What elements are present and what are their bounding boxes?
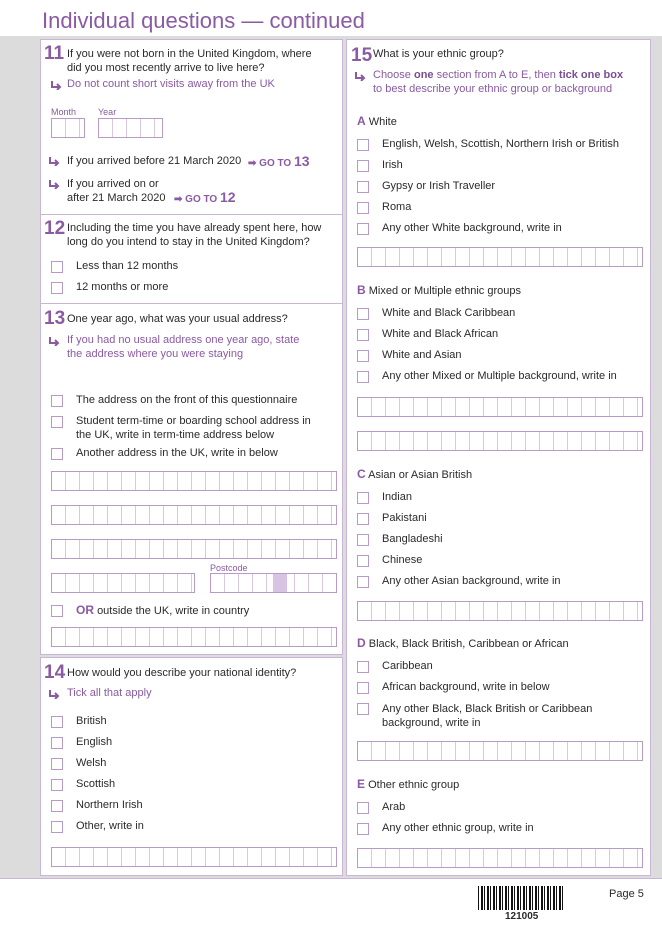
q14-number: 14 xyxy=(44,662,66,683)
option-label: Another address in the UK, write in below xyxy=(76,447,278,459)
option-label: Caribbean xyxy=(382,660,433,672)
month-label: Month xyxy=(51,107,77,117)
option-label: Other, write in xyxy=(76,820,144,832)
option-label: Northern Irish xyxy=(76,799,143,811)
q12-panel xyxy=(40,214,343,304)
option-label: 12 months or more xyxy=(76,281,169,293)
checkbox[interactable] xyxy=(51,737,63,749)
option-label: Pakistani xyxy=(382,512,427,524)
section-d-heading: D Black, Black British, Caribbean or African xyxy=(357,636,569,650)
q12-question: Including the time you have already spent here, how long do you intend to stay in the United Kingdom? xyxy=(67,222,322,248)
option-label: White and Asian xyxy=(382,349,462,361)
instruction-arrow-icon xyxy=(49,335,61,346)
option-label: OR outside the UK, write in country xyxy=(76,603,250,617)
checkbox[interactable] xyxy=(357,350,369,362)
barcode xyxy=(478,886,564,910)
checkbox[interactable] xyxy=(357,802,369,814)
checkbox[interactable] xyxy=(357,139,369,151)
option-label: Bangladeshi xyxy=(382,533,443,545)
section-c-heading: C Asian or Asian British xyxy=(357,467,473,481)
option-label: Welsh xyxy=(76,757,107,769)
checkbox[interactable] xyxy=(51,395,63,407)
route1-text: If you arrived before 21 March 2020 xyxy=(67,155,242,167)
asian-background-input[interactable] xyxy=(357,601,643,621)
checkbox[interactable] xyxy=(357,555,369,567)
checkbox[interactable] xyxy=(357,308,369,320)
option-label: Student term-time or boarding school address in the UK, write in term-time address below xyxy=(76,415,311,441)
checkbox[interactable] xyxy=(357,223,369,235)
checkbox[interactable] xyxy=(357,181,369,193)
checkbox[interactable] xyxy=(51,758,63,770)
route2-text: If you arrived on or after 21 March 2020 xyxy=(67,178,166,204)
postcode-gap-cell xyxy=(273,574,287,592)
month-input[interactable] xyxy=(51,118,85,138)
q11-panel xyxy=(40,39,343,216)
black-background-input[interactable] xyxy=(357,741,643,761)
q13-instruction: If you had no usual address one year ago, state the address where you were staying xyxy=(67,334,300,360)
page-title: Individual questions — continued xyxy=(42,8,365,33)
other-ethnic-input[interactable] xyxy=(357,848,643,868)
checkbox[interactable] xyxy=(357,513,369,525)
route1-goto: ➡ GO TO 13 xyxy=(248,153,310,169)
checkbox[interactable] xyxy=(357,534,369,546)
address-line-input[interactable] xyxy=(51,471,337,491)
option-label: English, Welsh, Scottish, Northern Irish or British xyxy=(382,138,619,150)
q15-question: What is your ethnic group? xyxy=(373,48,504,60)
q11-question: If you were not born in the United Kingdom, where did you most recently arrive to live here? xyxy=(67,48,312,74)
option-label: African background, write in below xyxy=(382,681,550,693)
option-label: Any other ethnic group, write in xyxy=(382,822,534,834)
section-b-heading: B Mixed or Multiple ethnic groups xyxy=(357,283,521,297)
option-label: White and Black African xyxy=(382,328,499,340)
checkbox[interactable] xyxy=(357,160,369,172)
option-label: Any other White background, write in xyxy=(382,222,562,234)
option-label: The address on the front of this questionnaire xyxy=(76,394,298,406)
checkbox[interactable] xyxy=(51,282,63,294)
option-label: Arab xyxy=(382,801,406,813)
option-label: Chinese xyxy=(382,554,423,566)
checkbox[interactable] xyxy=(357,492,369,504)
q15-panel xyxy=(346,39,651,876)
option-label: Gypsy or Irish Traveller xyxy=(382,180,496,192)
option-label: Any other Asian background, write in xyxy=(382,575,561,587)
option-label: Irish xyxy=(382,159,403,171)
instruction-arrow-icon xyxy=(51,79,63,90)
option-label: Indian xyxy=(382,491,412,503)
checkbox[interactable] xyxy=(51,605,63,617)
q11-number: 11 xyxy=(44,43,65,64)
section-a-heading: A White xyxy=(357,114,397,128)
footer-divider xyxy=(0,878,662,879)
mixed-background-input[interactable] xyxy=(357,431,643,451)
checkbox[interactable] xyxy=(357,682,369,694)
route-arrow-icon xyxy=(49,178,61,189)
q14-question: How would you describe your national identity? xyxy=(67,667,297,679)
option-label: English xyxy=(76,736,113,748)
address-line-input[interactable] xyxy=(51,573,195,593)
option-label: Scottish xyxy=(76,778,116,790)
instruction-arrow-icon xyxy=(49,688,61,699)
q15-instruction: Choose one section from A to E, then tick one box to best describe your ethnic group or background xyxy=(373,69,624,95)
country-input[interactable] xyxy=(51,627,337,647)
checkbox[interactable] xyxy=(51,779,63,791)
instruction-arrow-icon xyxy=(355,70,367,81)
postcode-label: Postcode xyxy=(210,563,248,573)
q15-number: 15 xyxy=(351,45,373,66)
address-line-input[interactable] xyxy=(51,505,337,525)
checkbox[interactable] xyxy=(51,716,63,728)
checkbox[interactable] xyxy=(51,821,63,833)
page-number: Page 5 xyxy=(609,888,644,900)
checkbox[interactable] xyxy=(357,703,369,715)
q14-panel xyxy=(40,657,343,876)
section-e-heading: E Other ethnic group xyxy=(357,777,460,791)
year-input[interactable] xyxy=(98,118,163,138)
checkbox[interactable] xyxy=(357,329,369,341)
white-background-input[interactable] xyxy=(357,247,643,267)
checkbox[interactable] xyxy=(51,261,63,273)
option-label: White and Black Caribbean xyxy=(382,307,516,319)
checkbox[interactable] xyxy=(357,576,369,588)
option-label: Any other Black, Black British or Caribbean background, write in xyxy=(382,703,593,729)
q13-panel xyxy=(40,303,343,655)
route2-goto: ➡ GO TO 12 xyxy=(174,189,236,205)
checkbox[interactable] xyxy=(357,823,369,835)
q13-number: 13 xyxy=(44,308,66,329)
checkbox[interactable] xyxy=(357,202,369,214)
option-label: British xyxy=(76,715,107,727)
checkbox[interactable] xyxy=(357,371,369,383)
checkbox[interactable] xyxy=(51,416,63,428)
q14-instruction: Tick all that apply xyxy=(67,687,152,699)
option-label: Less than 12 months xyxy=(76,260,179,272)
route-arrow-icon xyxy=(49,155,61,166)
barcode-number: 121005 xyxy=(505,911,539,922)
option-label: Roma xyxy=(382,201,412,213)
address-line-input[interactable] xyxy=(51,539,337,559)
mixed-background-input[interactable] xyxy=(357,397,643,417)
q12-number: 12 xyxy=(44,218,66,239)
national-identity-input[interactable] xyxy=(51,847,337,867)
year-label: Year xyxy=(98,107,117,117)
checkbox[interactable] xyxy=(51,800,63,812)
checkbox[interactable] xyxy=(51,448,63,460)
option-label: Any other Mixed or Multiple background, write in xyxy=(382,370,617,382)
q13-question: One year ago, what was your usual address? xyxy=(67,313,288,325)
checkbox[interactable] xyxy=(357,661,369,673)
q11-instruction: Do not count short visits away from the UK xyxy=(67,78,275,90)
